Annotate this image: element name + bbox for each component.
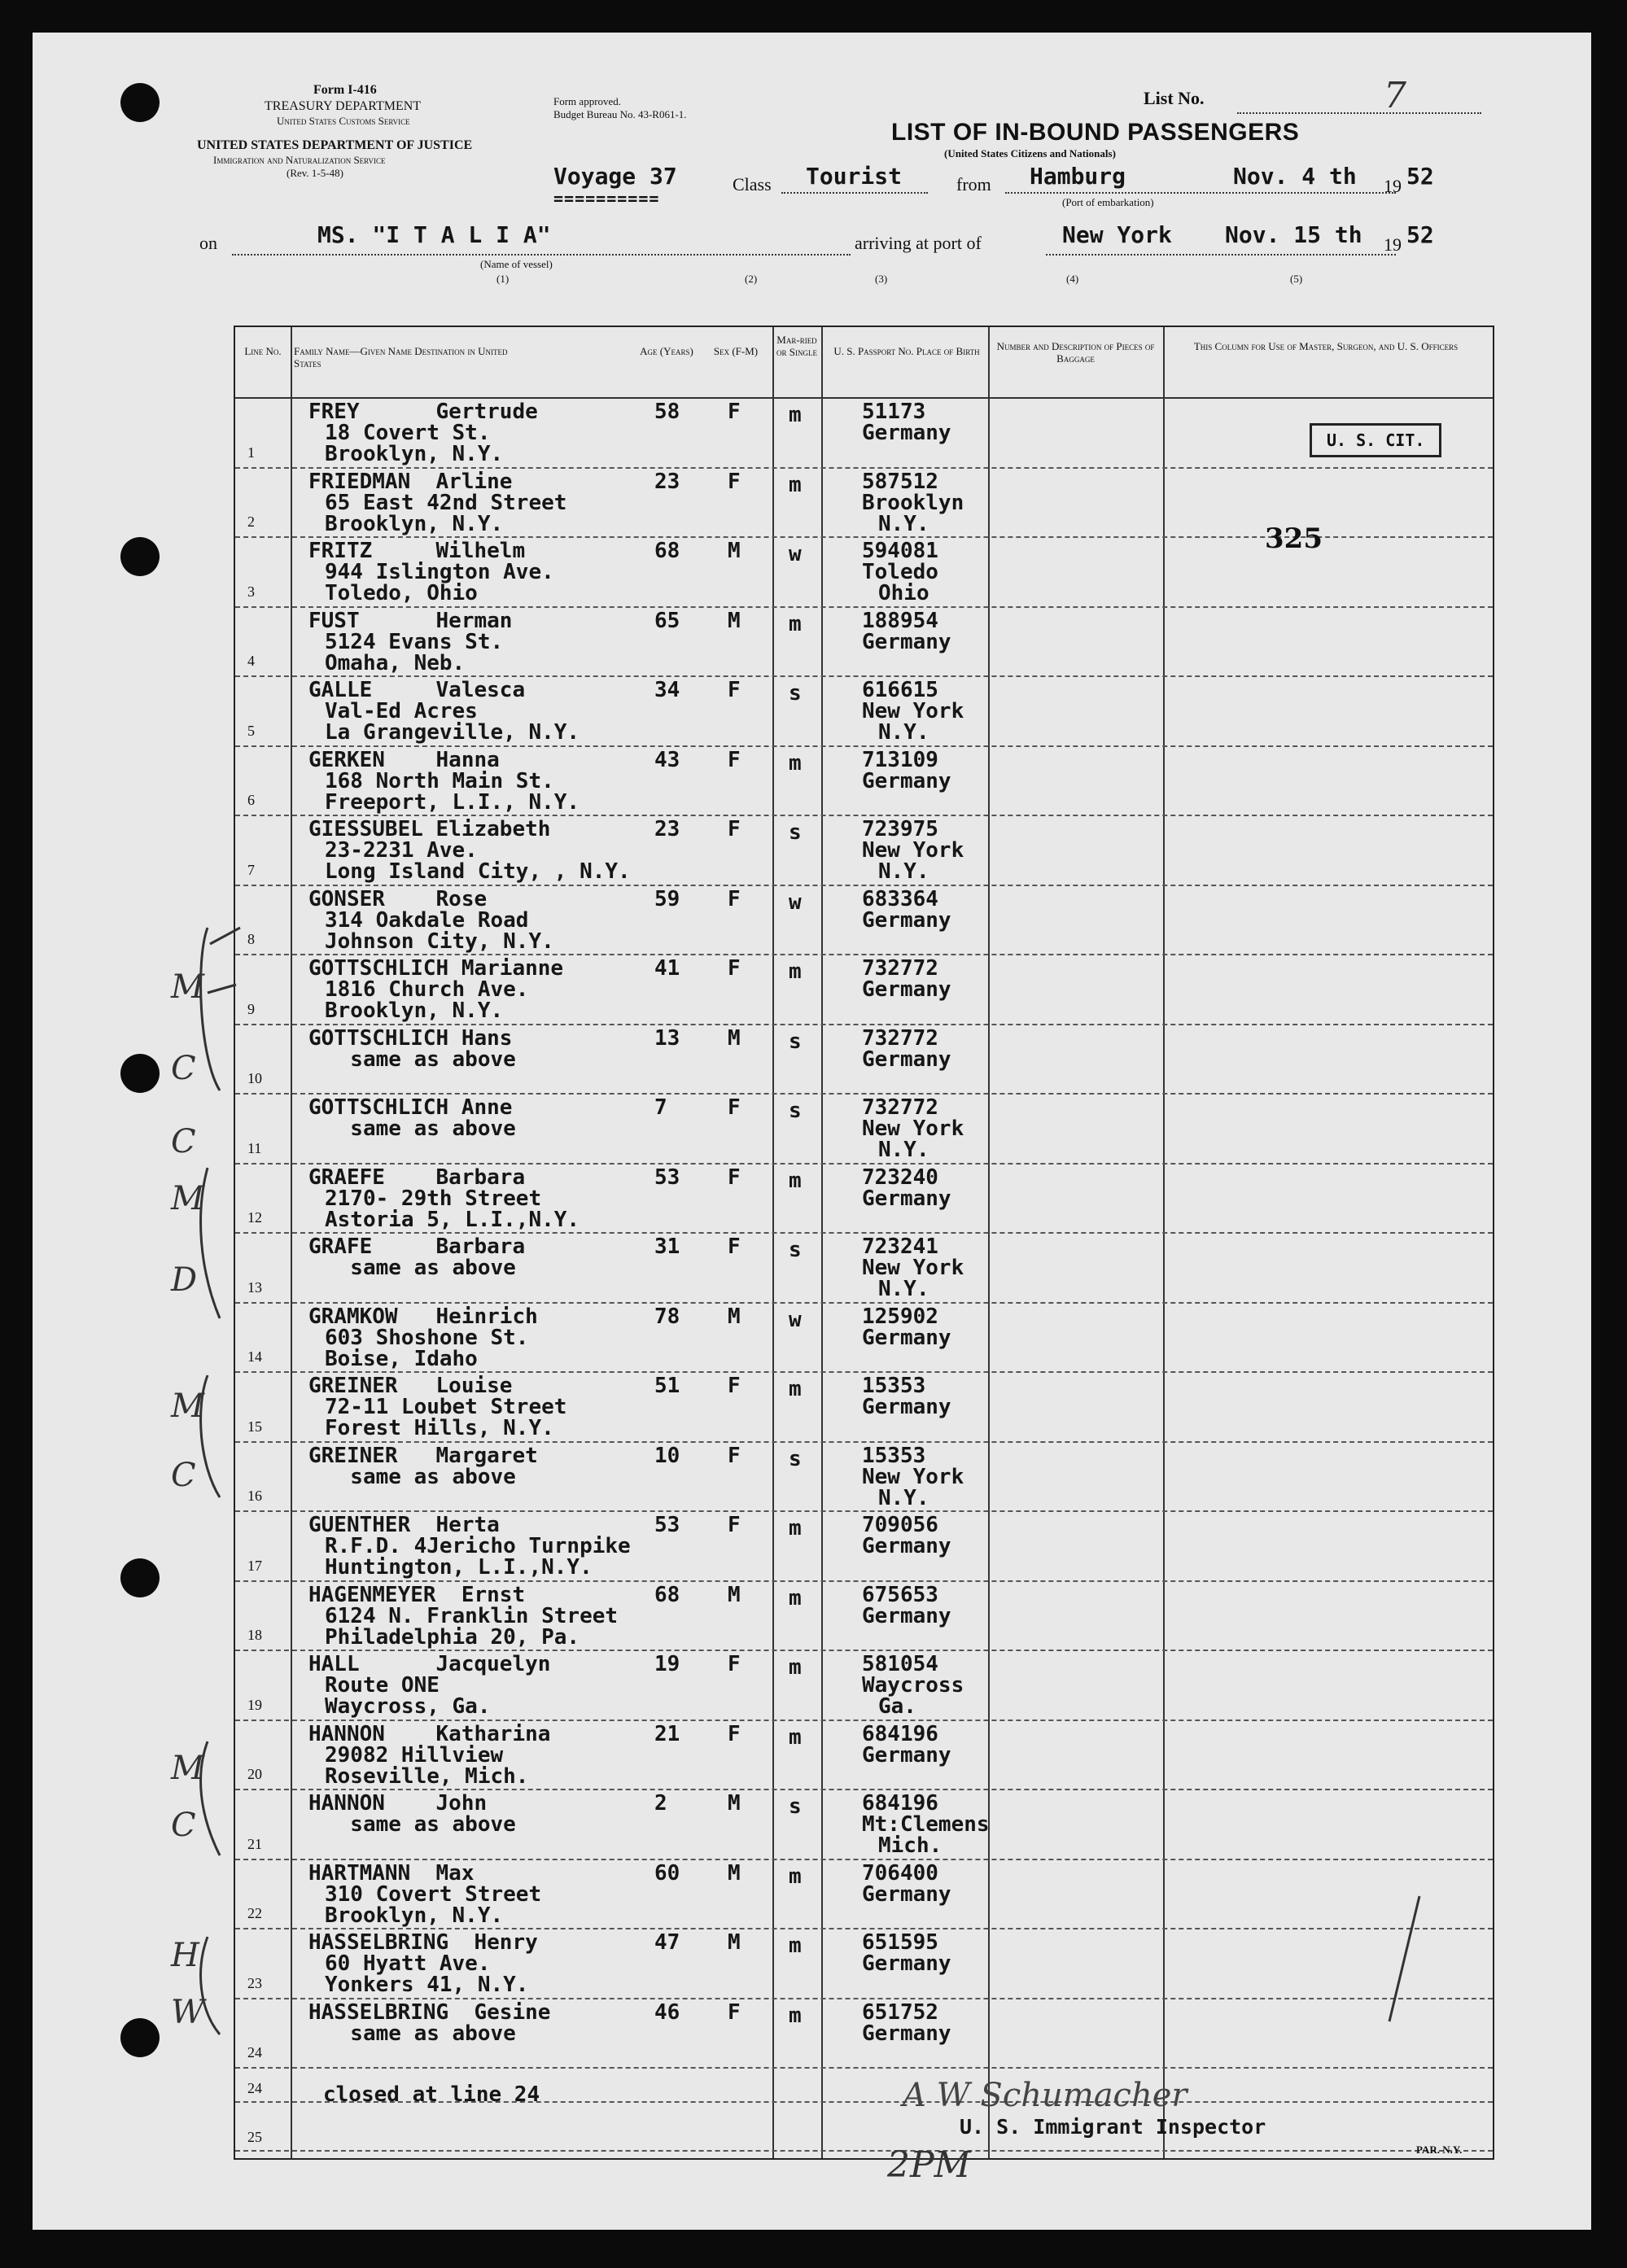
port-embark-label: (Port of embarkation) xyxy=(1062,196,1154,208)
passenger-sex: F xyxy=(728,817,741,841)
passport-number: 675653 xyxy=(862,1582,938,1607)
birth-place: Germany xyxy=(862,2021,951,2046)
marital-status: s xyxy=(789,1238,802,1262)
passenger-address: 6124 N. Franklin Street xyxy=(325,1603,619,1628)
passport-number: 723240 xyxy=(862,1165,938,1190)
birth-place: Germany xyxy=(862,1534,951,1558)
arrival-port: New York xyxy=(1062,221,1172,248)
passenger-sex: F xyxy=(728,1374,741,1398)
col-num-5: (5) xyxy=(1290,273,1303,285)
passenger-address: 603 Shoshone St. xyxy=(325,1325,529,1350)
voyage-underline: ========== xyxy=(553,189,660,208)
birth-place: Germany xyxy=(862,1742,951,1768)
birth-place: New York xyxy=(862,1464,964,1489)
passenger-age: 43 xyxy=(654,747,680,772)
passenger-name: GERKEN Hanna xyxy=(308,747,500,772)
birth-place: Germany xyxy=(862,421,951,445)
passenger-address: same as above xyxy=(325,1256,516,1280)
passport-number: 651595 xyxy=(862,1930,938,1955)
passport-number: 723241 xyxy=(862,1235,938,1259)
passport-number: 594081 xyxy=(862,539,938,563)
line-number: 25 xyxy=(247,2129,262,2145)
marital-status: s xyxy=(789,1029,802,1054)
budget-bureau: Budget Bureau No. 43-R061-1. xyxy=(553,108,687,120)
birth-place: Waycross xyxy=(862,1673,964,1698)
marital-status: m xyxy=(789,2003,802,2028)
passenger-address: 310 Covert Street xyxy=(325,1881,542,1907)
passenger-age: 51 xyxy=(654,1374,680,1398)
from-date: Nov. 4 th xyxy=(1233,163,1357,190)
passenger-age: 59 xyxy=(654,886,680,911)
inspector-label: U. S. Immigrant Inspector xyxy=(960,2115,1266,2139)
passenger-sex: F xyxy=(728,1235,741,1259)
passenger-city: Long Island City, , N.Y. xyxy=(325,859,631,884)
birth-place-state: N.Y. xyxy=(878,1485,929,1510)
margin-letter: M xyxy=(171,1180,204,1217)
passenger-name: GIESSUBEL Elizabeth xyxy=(308,817,551,841)
line-number: 4 xyxy=(247,653,255,669)
vessel-name: MS. "I T A L I A" xyxy=(317,221,551,248)
customs-heading: United States Customs Service xyxy=(277,115,410,127)
birth-place: Germany xyxy=(862,1603,951,1628)
passenger-name: GREINER Margaret xyxy=(308,1443,538,1468)
passenger-age: 23 xyxy=(654,817,680,841)
passenger-age: 53 xyxy=(654,1165,680,1190)
margin-marks xyxy=(33,33,244,2230)
birth-place: New York xyxy=(862,1117,964,1141)
arrival-date: Nov. 15 th xyxy=(1225,221,1362,248)
passenger-name: GONSER Rose xyxy=(308,886,488,911)
passport-number: 713109 xyxy=(862,747,938,772)
passenger-city: Brooklyn, N.Y. xyxy=(325,1903,504,1928)
list-no-label: List No. xyxy=(1144,88,1205,108)
passenger-age: 10 xyxy=(654,1443,680,1468)
birth-place: Germany xyxy=(862,768,951,793)
marital-status: m xyxy=(789,1934,802,1958)
birth-place: New York xyxy=(862,699,964,723)
line-number: 24 xyxy=(247,2080,262,2096)
passenger-city: Brooklyn, N.Y. xyxy=(325,999,504,1023)
passenger-sex: M xyxy=(728,1930,741,1955)
passport-number: 15353 xyxy=(862,1443,926,1468)
inspector-signature: A W Schumacher xyxy=(903,2077,1187,2114)
birth-place: Germany xyxy=(862,977,951,1002)
line-number: 2 xyxy=(247,513,255,530)
margin-letter: C xyxy=(171,1123,196,1160)
hdr-line: Line No. xyxy=(244,345,282,357)
passenger-address: same as above xyxy=(325,1812,516,1837)
check-stroke xyxy=(1389,1896,1419,2021)
passenger-sex: F xyxy=(728,1999,741,2025)
passport-number: 125902 xyxy=(862,1304,938,1329)
passenger-age: 65 xyxy=(654,608,680,633)
margin-letter: D xyxy=(171,1261,198,1299)
passenger-age: 34 xyxy=(654,678,680,702)
line-number: 13 xyxy=(247,1278,262,1296)
passport-number: 15353 xyxy=(862,1374,926,1398)
passenger-age: 68 xyxy=(654,1582,680,1607)
line-number: 23 xyxy=(247,1974,262,1991)
birth-place-state: N.Y. xyxy=(878,859,929,884)
revision: (Rev. 1-5-48) xyxy=(286,167,343,179)
line-number: 5 xyxy=(247,722,255,739)
birth-place: Germany xyxy=(862,629,951,654)
passenger-city: Astoria 5, L.I.,N.Y. xyxy=(325,1207,580,1232)
line-number: 7 xyxy=(247,861,255,878)
passenger-address: 168 North Main St. xyxy=(325,768,554,793)
line-number: 22 xyxy=(247,1905,262,1921)
arriving-label: arriving at port of xyxy=(855,233,982,253)
passport-number: 684196 xyxy=(862,1791,938,1816)
closed-note: closed at line 24 xyxy=(323,2082,540,2107)
list-no-value: 7 xyxy=(1384,75,1406,116)
passport-number: 732772 xyxy=(862,956,938,981)
margin-letter: M xyxy=(171,968,204,1006)
hdr-name: Family Name—Given Name Destination in United States xyxy=(294,345,508,369)
passenger-sex: M xyxy=(728,608,741,633)
birth-place: Germany xyxy=(862,1395,951,1419)
margin-letter: C xyxy=(171,1050,196,1087)
marital-status: m xyxy=(789,959,802,984)
passenger-city: Waycross, Ga. xyxy=(325,1694,491,1719)
passenger-name: FUST Herman xyxy=(308,608,513,633)
passenger-age: 78 xyxy=(654,1304,680,1329)
hdr-baggage: Number and Description of Pieces of Baggage xyxy=(996,340,1155,365)
passenger-name: GOTTSCHLICH Anne xyxy=(308,1095,513,1120)
passport-number: 706400 xyxy=(862,1860,938,1886)
from-year: 52 xyxy=(1406,163,1434,190)
passenger-name: GRAEFE Barbara xyxy=(308,1165,526,1190)
birth-place-state: Ohio xyxy=(878,581,929,605)
hdr-married: Mar-ried or Single xyxy=(776,334,817,358)
passenger-sex: F xyxy=(728,1443,741,1468)
birth-place-state: Mich. xyxy=(878,1833,943,1858)
col-num-2: (2) xyxy=(745,273,758,285)
marital-status: m xyxy=(789,1724,802,1750)
passenger-age: 41 xyxy=(654,956,680,981)
passenger-name: HANNON Katharina xyxy=(308,1721,551,1746)
passenger-sex: F xyxy=(728,1513,741,1537)
time-note: 2PM xyxy=(887,2144,971,2186)
arrival-year: 52 xyxy=(1406,221,1434,248)
passenger-age: 58 xyxy=(654,400,680,424)
form-approved: Form approved. xyxy=(553,95,622,107)
treasury-heading: TREASURY DEPARTMENT xyxy=(265,99,422,113)
passenger-city: Roseville, Mich. xyxy=(325,1763,529,1789)
passenger-address: same as above xyxy=(325,1117,516,1141)
passenger-name: GREINER Louise xyxy=(308,1374,513,1398)
birth-place-state: Ga. xyxy=(878,1694,916,1719)
passenger-city: Huntington, L.I.,N.Y. xyxy=(325,1555,593,1580)
line-number: 10 xyxy=(247,1070,262,1086)
marital-status: m xyxy=(789,750,802,776)
printer-mark: PAR. N.Y. xyxy=(1416,2143,1463,2156)
passenger-sex: F xyxy=(728,678,741,702)
vessel-label: (Name of vessel) xyxy=(480,258,553,270)
passport-number: 732772 xyxy=(862,1095,938,1120)
passenger-name: HAGENMEYER Ernst xyxy=(308,1582,526,1607)
passenger-address: 60 Hyatt Ave. xyxy=(325,1951,491,1976)
passenger-city: Brooklyn, N.Y. xyxy=(325,442,504,466)
from-line xyxy=(1005,192,1396,194)
passenger-sex: M xyxy=(728,1025,741,1051)
passport-number: 51173 xyxy=(862,400,926,424)
passenger-name: GALLE Valesca xyxy=(308,678,526,702)
line-number: 16 xyxy=(247,1488,262,1504)
passenger-city: Johnson City, N.Y. xyxy=(325,929,554,954)
passenger-address: 72-11 Loubet Street xyxy=(325,1395,567,1419)
passenger-name: GRAMKOW Heinrich xyxy=(308,1304,538,1329)
col-num-1: (1) xyxy=(496,273,510,285)
us-citizen-stamp: U. S. CIT. xyxy=(1310,423,1441,457)
marital-status: m xyxy=(789,1516,802,1540)
from-year-prefix: 19 xyxy=(1384,176,1402,196)
passenger-city: Philadelphia 20, Pa. xyxy=(325,1624,580,1650)
marital-status: m xyxy=(789,1168,802,1193)
passenger-age: 46 xyxy=(654,1999,680,2025)
line-number: 20 xyxy=(247,1766,262,1782)
passport-number: 651752 xyxy=(862,1999,938,2025)
birth-place-state: N.Y. xyxy=(878,720,929,745)
passenger-address: 1816 Church Ave. xyxy=(325,977,529,1002)
passenger-address: 23-2231 Ave. xyxy=(325,838,478,863)
line-number: 24 xyxy=(247,2044,262,2060)
marital-status: s xyxy=(789,1794,802,1819)
passenger-name: HANNON John xyxy=(308,1791,488,1816)
voyage: Voyage 37 xyxy=(553,163,677,190)
passenger-sex: F xyxy=(728,1652,741,1676)
line-number: 19 xyxy=(247,1696,262,1713)
marital-status: m xyxy=(789,472,802,497)
passenger-age: 7 xyxy=(654,1095,667,1120)
line-number: 8 xyxy=(247,931,255,947)
passenger-age: 68 xyxy=(654,539,680,563)
marital-status: w xyxy=(789,889,802,915)
birth-place: Germany xyxy=(862,1047,951,1072)
margin-letter: C xyxy=(171,1807,196,1844)
passenger-sex: M xyxy=(728,1860,741,1886)
passenger-name: HARTMANN Max xyxy=(308,1860,475,1886)
passenger-sex: M xyxy=(728,1582,741,1607)
passenger-sex: F xyxy=(728,956,741,981)
marital-status: s xyxy=(789,681,802,706)
passenger-sex: F xyxy=(728,1095,741,1120)
passenger-name: GOTTSCHLICH Marianne xyxy=(308,956,564,981)
passenger-name: FRITZ Wilhelm xyxy=(308,539,526,563)
passenger-name: FREY Gertrude xyxy=(308,400,538,424)
birth-place-state: N.Y. xyxy=(878,1138,929,1162)
officer-number: 325 xyxy=(1265,522,1323,555)
passenger-name: HASSELBRING Henry xyxy=(308,1930,538,1955)
passenger-name: HALL Jacquelyn xyxy=(308,1652,551,1676)
passenger-address: 18 Covert St. xyxy=(325,421,491,445)
line-number: 15 xyxy=(247,1418,262,1435)
class-line xyxy=(781,192,928,194)
passenger-sex: M xyxy=(728,539,741,563)
birth-place: Germany xyxy=(862,1881,951,1907)
from-label: from xyxy=(956,174,991,194)
passport-number: 709056 xyxy=(862,1513,938,1537)
family-brace xyxy=(201,928,240,1090)
passport-number: 616615 xyxy=(862,678,938,702)
passenger-age: 60 xyxy=(654,1860,680,1886)
hdr-sex: Sex (F-M) xyxy=(713,345,759,357)
hdr-officers: This Column for Use of Master, Surgeon, and U. S. Officers xyxy=(1193,340,1459,352)
margin-letter: M xyxy=(171,1387,204,1425)
ins-heading: Immigration and Naturalization Service xyxy=(213,154,386,166)
list-no-line xyxy=(1237,112,1481,114)
tally-strokes xyxy=(235,327,1493,2158)
marital-status: m xyxy=(789,1585,802,1610)
marital-status: w xyxy=(789,1307,802,1332)
passenger-city: La Grangeville, N.Y. xyxy=(325,720,580,745)
birth-place: Germany xyxy=(862,1951,951,1976)
passenger-sex: F xyxy=(728,400,741,424)
passenger-city: Freeport, L.I., N.Y. xyxy=(325,789,580,815)
passenger-age: 53 xyxy=(654,1513,680,1537)
manifest-sheet xyxy=(33,33,1591,2230)
passenger-address: Val-Ed Acres xyxy=(325,699,478,723)
passport-number: 732772 xyxy=(862,1025,938,1051)
from-port: Hamburg xyxy=(1030,163,1126,190)
marital-status: m xyxy=(789,611,802,636)
birth-place-state: N.Y. xyxy=(878,1277,929,1301)
passenger-sex: F xyxy=(728,1721,741,1746)
line-number: 21 xyxy=(247,1835,262,1852)
passenger-sex: F xyxy=(728,469,741,494)
birth-place: New York xyxy=(862,1256,964,1280)
passenger-sex: M xyxy=(728,1304,741,1329)
passenger-address: same as above xyxy=(325,1464,516,1489)
passport-number: 587512 xyxy=(862,469,938,494)
passport-number: 683364 xyxy=(862,886,938,911)
passenger-city: Yonkers 41, N.Y. xyxy=(325,1973,529,1997)
line-number: 6 xyxy=(247,792,255,808)
passenger-sex: F xyxy=(728,747,741,772)
list-title: LIST OF IN-BOUND PASSENGERS xyxy=(891,119,1300,146)
birth-place: Germany xyxy=(862,1325,951,1350)
line-number: 9 xyxy=(247,1000,255,1017)
marital-status: s xyxy=(789,1099,802,1123)
passenger-address: same as above xyxy=(325,2021,516,2046)
class-label: Class xyxy=(733,174,772,194)
marital-status: s xyxy=(789,1446,802,1471)
birth-place: Germany xyxy=(862,907,951,933)
birth-place: Mt:Clemens xyxy=(862,1812,990,1837)
passenger-age: 2 xyxy=(654,1791,667,1816)
passenger-age: 21 xyxy=(654,1721,680,1746)
passenger-age: 23 xyxy=(654,469,680,494)
passenger-address: R.F.D. 4Jericho Turnpike xyxy=(325,1534,631,1558)
marital-status: m xyxy=(789,1377,802,1401)
margin-letter: M xyxy=(171,1750,204,1787)
birth-place: New York xyxy=(862,838,964,863)
vessel-line xyxy=(232,254,851,256)
arrival-line xyxy=(1046,254,1396,256)
passenger-city: Brooklyn, N.Y. xyxy=(325,511,504,536)
line-number: 17 xyxy=(247,1557,262,1574)
class-value: Tourist xyxy=(806,163,903,190)
margin-letter: H xyxy=(171,1937,199,1974)
line-number: 12 xyxy=(247,1209,262,1226)
line-number: 1 xyxy=(247,444,255,461)
passenger-age: 31 xyxy=(654,1235,680,1259)
list-subtitle: (United States Citizens and Nationals) xyxy=(944,147,1116,160)
margin-letter: C xyxy=(171,1457,196,1494)
line-number: 18 xyxy=(247,1627,262,1643)
passenger-address: 2170- 29th Street xyxy=(325,1186,542,1211)
passport-number: 723975 xyxy=(862,817,938,841)
passenger-address: 5124 Evans St. xyxy=(325,629,504,654)
passenger-name: GOTTSCHLICH Hans xyxy=(308,1025,513,1051)
passenger-age: 13 xyxy=(654,1025,680,1051)
passport-number: 188954 xyxy=(862,608,938,633)
passenger-age: 47 xyxy=(654,1930,680,1955)
passenger-sex: M xyxy=(728,1791,741,1816)
col-num-4: (4) xyxy=(1066,273,1079,285)
passenger-name: FRIEDMAN Arline xyxy=(308,469,513,494)
doj-heading: UNITED STATES DEPARTMENT OF JUSTICE xyxy=(197,138,473,152)
passenger-city: Forest Hills, N.Y. xyxy=(325,1416,554,1440)
marital-status: m xyxy=(789,403,802,427)
marital-status: w xyxy=(789,542,802,566)
passenger-address: 944 Islington Ave. xyxy=(325,560,554,584)
passenger-address: 65 East 42nd Street xyxy=(325,490,567,515)
on-label: on xyxy=(199,233,217,253)
passenger-sex: F xyxy=(728,886,741,911)
birth-place: Germany xyxy=(862,1186,951,1211)
passenger-city: Boise, Idaho xyxy=(325,1346,478,1371)
passenger-name: GUENTHER Herta xyxy=(308,1513,500,1537)
passenger-table xyxy=(234,326,1494,2160)
form-number: Form I-416 xyxy=(313,83,377,97)
line-number: 3 xyxy=(247,583,255,600)
passenger-address: 29082 Hillview xyxy=(325,1742,504,1768)
marital-status: s xyxy=(789,820,802,845)
col-num-3: (3) xyxy=(875,273,888,285)
marital-status: m xyxy=(789,1864,802,1889)
passenger-name: GRAFE Barbara xyxy=(308,1235,526,1259)
hdr-age: Age (Years) xyxy=(640,345,693,357)
passenger-address: 314 Oakdale Road xyxy=(325,907,529,933)
birth-place: Toledo xyxy=(862,560,938,584)
arrival-year-prefix: 19 xyxy=(1384,234,1402,255)
line-number: 14 xyxy=(247,1348,262,1365)
passenger-city: Toledo, Ohio xyxy=(325,581,478,605)
passenger-name: HASSELBRING Gesine xyxy=(308,1999,551,2025)
passenger-age: 19 xyxy=(654,1652,680,1676)
passenger-sex: F xyxy=(728,1165,741,1190)
line-number: 11 xyxy=(247,1139,262,1156)
passport-number: 684196 xyxy=(862,1721,938,1746)
passenger-address: Route ONE xyxy=(325,1673,440,1698)
margin-letter: W xyxy=(171,1994,205,2031)
passport-number: 581054 xyxy=(862,1652,938,1676)
hdr-passport: U. S. Passport No. Place of Birth xyxy=(833,345,980,357)
marital-status: m xyxy=(789,1655,802,1680)
passenger-address: same as above xyxy=(325,1047,516,1072)
birth-place: Brooklyn xyxy=(862,490,964,515)
birth-place-state: N.Y. xyxy=(878,511,929,536)
passenger-city: Omaha, Neb. xyxy=(325,650,466,675)
